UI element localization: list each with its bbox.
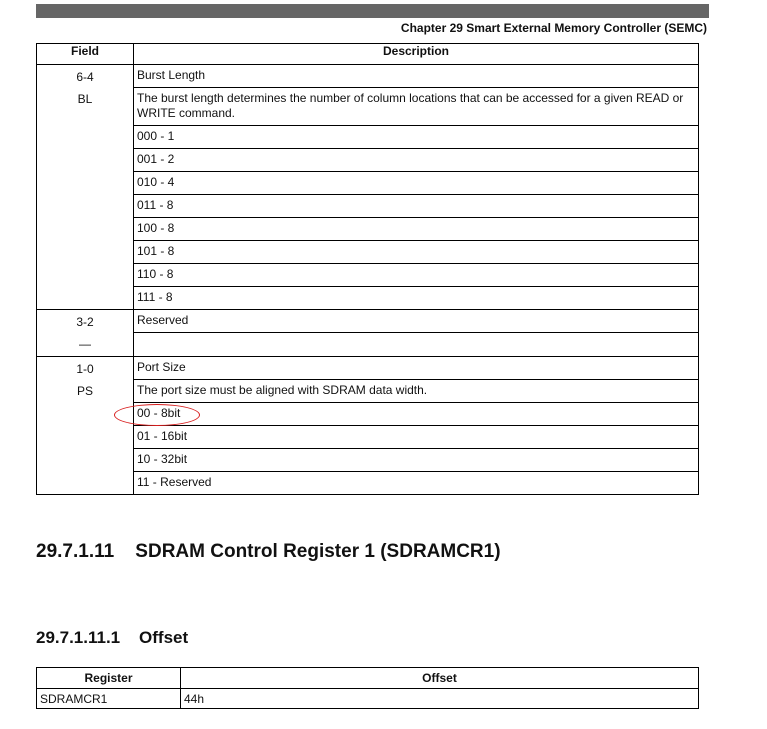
field-bits: 1-0 xyxy=(76,362,94,376)
offset-header: Offset xyxy=(181,668,699,689)
field-description-table xyxy=(36,43,699,495)
table-header-row xyxy=(37,668,699,689)
description-line: The port size must be aligned with SDRAM data width. xyxy=(134,379,698,402)
description-line: 00 - 8bit xyxy=(134,402,698,425)
description-line: 11 - Reserved xyxy=(134,471,698,494)
description-header: Description xyxy=(134,44,699,65)
field-bits: 6-4 xyxy=(76,70,94,84)
description-line: 011 - 8 xyxy=(134,194,698,217)
field-name: — xyxy=(79,337,91,351)
header-bar xyxy=(36,4,709,18)
description-line xyxy=(134,332,698,356)
table-row xyxy=(37,357,699,495)
chapter-title: Chapter 29 Smart External Memory Controller (SEMC) xyxy=(400,21,707,35)
description-line: Burst Length xyxy=(137,68,206,82)
description-line: Port Size xyxy=(137,360,186,374)
table-row xyxy=(37,689,699,709)
description-line: 110 - 8 xyxy=(134,263,698,286)
subsection-heading: 29.7.1.11.1 Offset xyxy=(36,628,189,647)
description-line: 111 - 8 xyxy=(134,286,698,309)
field-bits: 3-2 xyxy=(76,315,94,329)
field-cell xyxy=(37,310,134,357)
description-line: 10 - 32bit xyxy=(134,448,698,471)
register-cell: SDRAMCR1 xyxy=(37,689,181,709)
description-cell xyxy=(134,357,699,495)
description-line: 001 - 2 xyxy=(134,148,698,171)
table-header-row xyxy=(37,44,699,65)
description-line: Reserved xyxy=(137,313,189,327)
field-header: Field xyxy=(37,44,134,65)
offset-cell: 44h xyxy=(181,689,699,709)
description-line: 01 - 16bit xyxy=(134,425,698,448)
description-line: 010 - 4 xyxy=(134,171,698,194)
description-cell xyxy=(134,310,699,357)
description-line: The burst length determines the number of column locations that can be accessed for a given READ or WRITE command. xyxy=(134,87,698,125)
table-row xyxy=(37,310,699,357)
section-heading: 29.7.1.11 SDRAM Control Register 1 (SDRAMCR1) xyxy=(36,541,501,562)
field-name: BL xyxy=(77,92,93,106)
field-name: PS xyxy=(76,384,93,398)
register-header: Register xyxy=(37,668,181,689)
red-circle-annotation xyxy=(114,404,200,426)
table-row xyxy=(37,65,699,310)
description-cell xyxy=(134,65,699,310)
field-cell xyxy=(37,357,134,495)
field-cell xyxy=(37,65,134,310)
offset-table xyxy=(36,667,699,709)
description-line: 101 - 8 xyxy=(134,240,698,263)
description-line: 000 - 1 xyxy=(134,125,698,148)
description-line: 100 - 8 xyxy=(134,217,698,240)
